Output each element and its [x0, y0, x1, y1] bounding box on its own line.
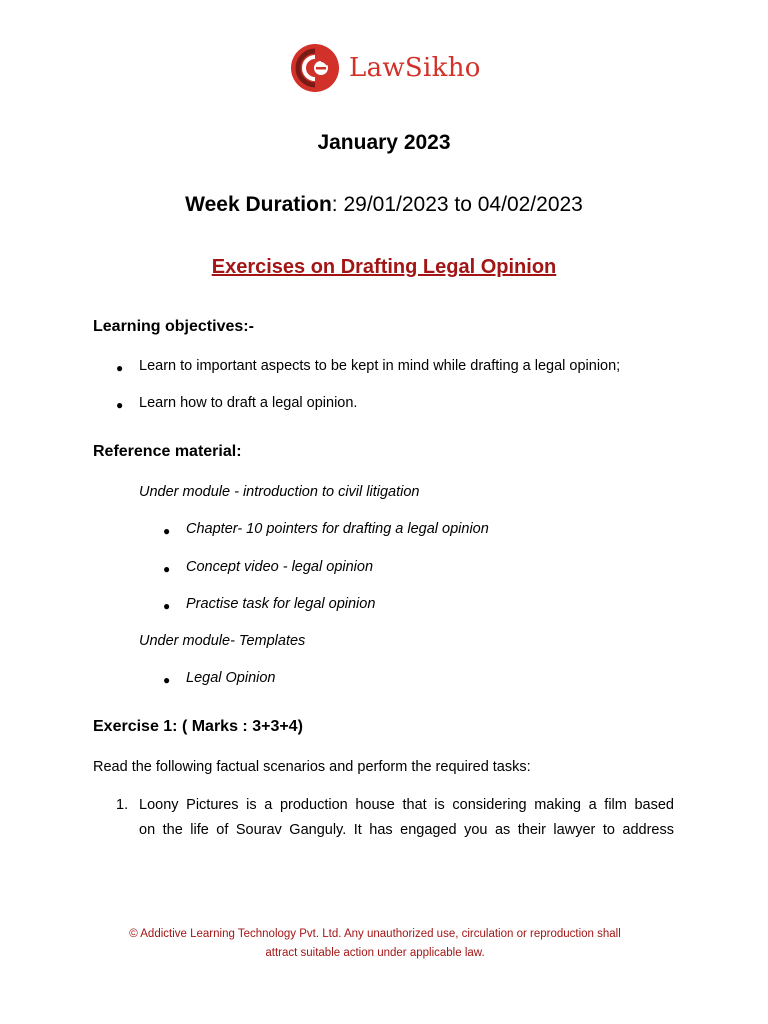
reference-item: Practise task for legal opinion: [186, 596, 376, 612]
exercise-heading: Exercise 1: ( Marks : 3+3+4): [93, 718, 303, 735]
footer-line: © Addictive Learning Technology Pvt. Ltd. Any unauthorized use, circulation or reproduction shall: [129, 928, 621, 940]
week-duration-label: Week Duration: [185, 193, 332, 216]
reference-material-heading: Reference material:: [93, 443, 242, 460]
footer-line: attract suitable action under applicable law.: [265, 947, 485, 959]
bullet-icon: ●: [163, 562, 171, 576]
exercise-item-line: on the life of Sourav Ganguly. It has engaged you as their lawyer to address: [139, 822, 674, 838]
module-label: Under module- Templates: [139, 633, 306, 649]
month-heading: January 2023: [317, 131, 451, 154]
module-label: Under module - introduction to civil litigation: [139, 484, 420, 500]
copyright-footer: [110, 925, 640, 963]
document-title: Exercises on Drafting Legal Opinion: [211, 256, 557, 278]
week-duration: [0, 193, 768, 217]
learning-objectives-heading: Learning objectives:-: [93, 318, 254, 335]
week-duration-value: : 29/01/2023 to 04/02/2023: [331, 193, 583, 216]
bullet-icon: ●: [116, 398, 124, 412]
list-number: 1.: [116, 797, 129, 813]
bullet-icon: ●: [163, 524, 171, 538]
bullet-icon: ●: [116, 361, 124, 375]
bullet-icon: ●: [163, 599, 171, 613]
reference-item: Concept video - legal opinion: [186, 559, 374, 575]
exercise-item: [139, 793, 674, 843]
lawsikho-logo-icon: [290, 43, 340, 93]
learning-item: Learn to important aspects to be kept in mind while drafting a legal opinion;: [139, 358, 621, 374]
learning-item: Learn how to draft a legal opinion.: [139, 395, 358, 411]
exercise-item-line: Loony Pictures is a production house that is considering making a film based: [139, 797, 674, 813]
exercise-intro: Read the following factual scenarios and perform the required tasks:: [93, 759, 531, 775]
reference-item: Chapter- 10 pointers for drafting a legal opinion: [186, 521, 489, 537]
bullet-icon: ●: [163, 673, 171, 687]
logo-text: LawSikho: [349, 53, 481, 83]
reference-item: Legal Opinion: [186, 670, 276, 686]
lawsikho-logo: [290, 43, 481, 93]
